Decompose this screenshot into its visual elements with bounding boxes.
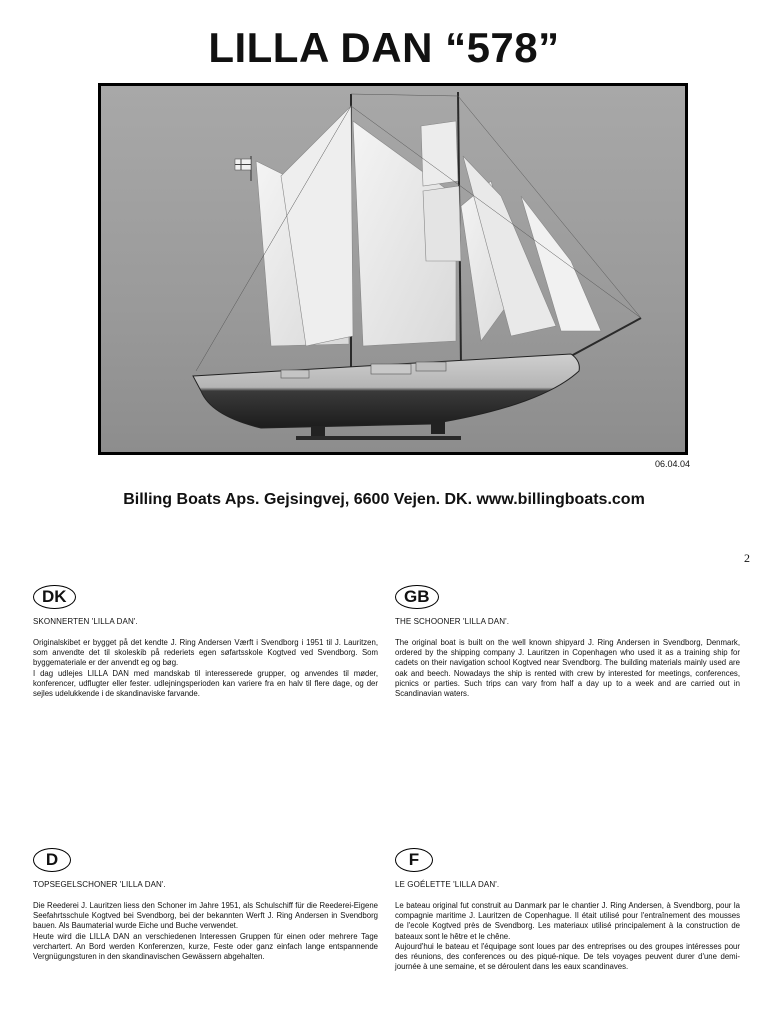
section-heading: THE SCHOONER 'LILLA DAN'.: [395, 617, 510, 626]
section-body: The original boat is built on the well known shipyard J. Ring Andersen in Svendborg, Denmark, ordered by the shipping company J. Lauritzen in Copenhagen who used it as a training ship for cadets on their navigation school Kogtved near Svendborg. The building materials mainly used are oak and beech. Nowadays the ship is rented with crew by interested for meetings, conferences, picnics or parties. Such trips can vary from half a day up to a week and are carried out in Scandinavian waters.: [395, 638, 740, 699]
page-number: 2: [744, 551, 750, 565]
ship-photo: [98, 83, 688, 455]
page-title: LILLA DAN “578”: [208, 24, 560, 71]
date-stamp: 06.04.04: [654, 459, 690, 469]
language-badge-f: F: [395, 848, 433, 872]
section-english: [395, 585, 740, 699]
section-heading: TOPSEGELSCHONER 'LILLA DAN'.: [33, 880, 166, 889]
section-body: Originalskibet er bygget på det kendte J. Ring Andersen Værft i Svendborg i 1951 til J. Lauritzen, som anvendte det til skoleskib på rederiets egen søfartsskole Kogtved ved Svendborg. Som byggemateriale er der anvendt eg og bøg. I dag udlejes LILLA DAN med mandskab til interesserede grupper, og anvendes til møder, konferencer, udflugter eller fester. udlejningsperioden kan variere fra en halv til flere dage, og der sejles udelukkende i de skandinaviske farvande.: [33, 638, 378, 699]
language-badge-gb: GB: [395, 585, 439, 609]
section-danish: [33, 585, 378, 699]
language-badge-dk: DK: [33, 585, 76, 609]
section-french: [395, 848, 740, 972]
section-body: Die Reederei J. Lauritzen liess den Schoner im Jahre 1951, als Schulschiff für die Reederei-Eigene Seefahrtsschule Kogtved bei Svendborg, bei der bekannten Werft J. Ring Andersen in Svendborg bauen. Als Baumaterial wurde Eiche und Buche verwendet. Heute wird die LILLA DAN an verschiedenen Interessen Gruppen für einen oder mehrere Tage verchartert. An Bord werden Konferenzen, kurze, Feste oder ganz einfach lange entspannende Vergnügungsturen in den skandinavischen Gewässern abgehalten.: [33, 901, 378, 962]
section-heading: SKONNERTEN 'LILLA DAN'.: [33, 617, 138, 626]
section-german: [33, 848, 378, 962]
section-body: Le bateau original fut construit au Danmark par le chantier J. Ring Andersen, à Svendborg, pour la compagnie maritime J. Lauritzen de Copenhague. Il était utilisé pour l'entraînement des mousses de l'ecole Kogtved près de Svendborg. Les materiaux utilisé principalement à la construction de bateaux sont le hêtre et le chêne. Aujourd'hui le bateau et l'équipage sont loues par des entreprises ou des groupes intéresses pour des réunions, des conferences ou des piqué-nique. De tels voyages peuvent durer d'une demi-journée à une semaine, et se déroulent dans les eaux scandinaves.: [395, 901, 740, 972]
section-heading: LE GOÉLETTE 'LILLA DAN'.: [395, 880, 500, 889]
company-info: Billing Boats Aps. Gejsingvej, 6600 Vejen. DK. www.billingboats.com: [123, 491, 645, 508]
language-badge-d: D: [33, 848, 71, 872]
